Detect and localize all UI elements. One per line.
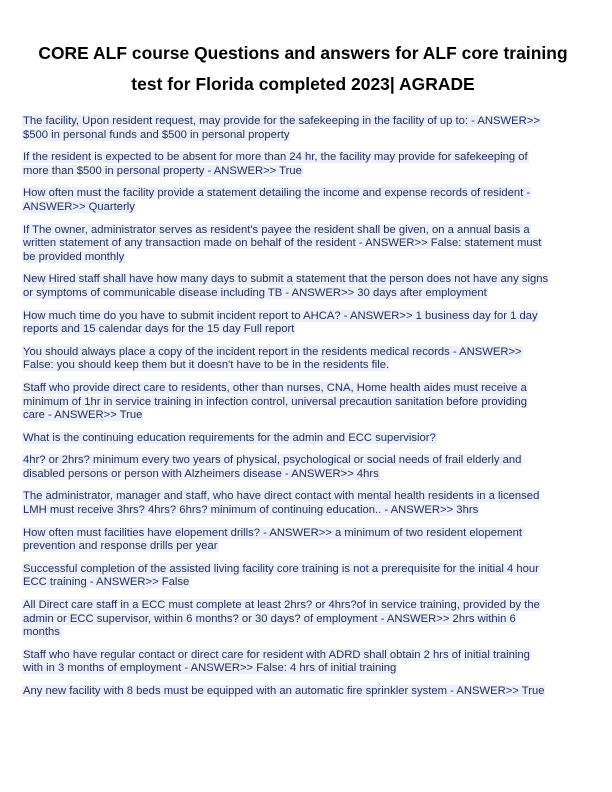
qa-item-text: minimum of 1hr in service training in infection control, universal precaution sanitation before providing (23, 395, 528, 408)
qa-item-text: disabled persons or person with Alzheimers disease - ANSWER>> 4hrs (23, 467, 379, 480)
qa-item (22, 685, 584, 699)
qa-item (22, 563, 584, 590)
qa-item-line (22, 251, 584, 265)
qa-item-text: False: you should keep them but it doesn't have to be in the residents file. (23, 359, 390, 372)
qa-item-text: admin or ECC supervisor, within 6 months? or 30 days? of employment - ANSWER>> 2hrs within 6 (23, 612, 516, 625)
qa-item-line (22, 310, 584, 324)
qa-item-text: How often must the facility provide a statement detailing the income and expense records of resident - (23, 187, 531, 200)
qa-item-text: more than $500 in personal property - ANSWER>> True (23, 164, 302, 177)
qa-item (22, 273, 584, 300)
qa-item-line (22, 323, 584, 337)
qa-item-text: with in 3 months of employment - ANSWER>> False: 4 hrs of initial training (23, 662, 397, 675)
qa-item-line (22, 599, 584, 613)
qa-item (22, 151, 584, 178)
qa-item-text: All Direct care staff in a ECC must complete at least 2hrs? or 4hrs?of in service training, provided by the (23, 599, 540, 612)
qa-item-line (22, 490, 584, 504)
document-title-line-1: CORE ALF course Questions and answers for ALF core training (38, 43, 568, 63)
qa-item-line (22, 504, 584, 518)
qa-item-text: Successful completion of the assisted living facility core training is not a prerequisite for the initial 4 hour (23, 562, 539, 575)
qa-item-text: reports and 15 calendar days for the 15 day Full report (23, 323, 295, 336)
qa-item (22, 649, 584, 676)
qa-item-line (22, 626, 584, 640)
qa-item (22, 454, 584, 481)
qa-item-line (22, 287, 584, 301)
qa-item-line (22, 273, 584, 287)
qa-item-text: New Hired staff shall have how many days to submit a statement that the person does not have any signs (23, 273, 549, 286)
qa-item (22, 187, 584, 214)
qa-item-text: prevention and response drills per year (23, 540, 218, 553)
qa-item-line (22, 151, 584, 165)
qa-item-text: or symptoms of communicable disease including TB - ANSWER>> 30 days after employment (23, 286, 487, 299)
qa-item-text: ECC training - ANSWER>> False (23, 576, 190, 589)
qa-item-line (22, 540, 584, 554)
qa-item-text: written statement of any transaction made on behalf of the resident - ANSWER>> False: statement must (23, 237, 542, 250)
qa-item-text: How much time do you have to submit incident report to AHCA? - ANSWER>> 1 business day for 1 day (23, 309, 538, 322)
qa-item-text: If the resident is expected to be absent for more than 24 hr, the facility may provide for safekeeping of (23, 151, 528, 164)
qa-item-line (22, 685, 584, 699)
qa-item-text: How often must facilities have elopement drills? - ANSWER>> a minimum of two resident elopement (23, 526, 522, 539)
qa-item-line (22, 649, 584, 663)
qa-item-text: care - ANSWER>> True (23, 409, 143, 422)
qa-item-line (22, 409, 584, 423)
qa-item-text: $500 in personal funds and $500 in personal property (23, 128, 290, 141)
qa-item-line (22, 165, 584, 179)
qa-item-line (22, 187, 584, 201)
qa-item-line (22, 396, 584, 410)
qa-item-line (22, 454, 584, 468)
qa-item (22, 346, 584, 373)
qa-item (22, 224, 584, 265)
qa-item-text: The administrator, manager and staff, who have direct contact with mental health residents in a licensed (23, 490, 540, 503)
qa-item-text: LMH must receive 3hrs? 4hrs? 6hrs? minimum of continuing education.. - ANSWER>> 3hrs (23, 504, 479, 517)
qa-item (22, 432, 584, 446)
qa-item (22, 115, 584, 142)
qa-item-line (22, 346, 584, 360)
qa-item (22, 490, 584, 517)
qa-item-line (22, 237, 584, 251)
qa-item-text: You should always place a copy of the incident report in the residents medical records - ANSWER>> (23, 345, 522, 358)
document-title-line-2: test for Florida completed 2023| AGRADE (131, 74, 475, 94)
qa-item-line (22, 359, 584, 373)
qa-item-text: be provided monthly (23, 250, 125, 263)
qa-item-text: months (23, 626, 60, 639)
qa-item-text: 4hr? or 2hrs? minimum every two years of physical, psychological or social needs of frail elderly and (23, 454, 522, 467)
qa-item-text: Staff who have regular contact or direct care for resident with ADRD shall obtain 2 hrs of initial training (23, 648, 530, 661)
qa-item (22, 310, 584, 337)
qa-item-line (22, 563, 584, 577)
qa-item-text: ANSWER>> Quarterly (23, 200, 135, 213)
qa-item-line (22, 613, 584, 627)
qa-item-text: If The owner, administrator serves as resident's payee the resident shall be given, on a annual basis a (23, 223, 530, 236)
qa-item-line (22, 576, 584, 590)
document-title (22, 38, 584, 100)
qa-item-line (22, 115, 584, 129)
qa-item-line (22, 662, 584, 676)
qa-item-line (22, 201, 584, 215)
qa-item-line (22, 129, 584, 143)
qa-item-line (22, 224, 584, 238)
qa-item-line (22, 382, 584, 396)
qa-item (22, 382, 584, 423)
qa-item-text: Staff who provide direct care to residents, other than nurses, CNA, Home health aides must receive a (23, 381, 527, 394)
qa-item-text: What is the continuing education requirements for the admin and ECC supervisior? (23, 431, 436, 444)
qa-item-line (22, 432, 584, 446)
qa-item (22, 527, 584, 554)
qa-item-line (22, 527, 584, 541)
qa-item (22, 599, 584, 640)
qa-item-text: Any new facility with 8 beds must be equipped with an automatic fire sprinkler system - ANSWER>> True (23, 685, 545, 697)
qa-item-text: The facility, Upon resident request, may provide for the safekeeping in the facility of up to: - ANSWER>> (23, 115, 540, 127)
qa-item-line (22, 468, 584, 482)
qa-list (22, 115, 584, 699)
